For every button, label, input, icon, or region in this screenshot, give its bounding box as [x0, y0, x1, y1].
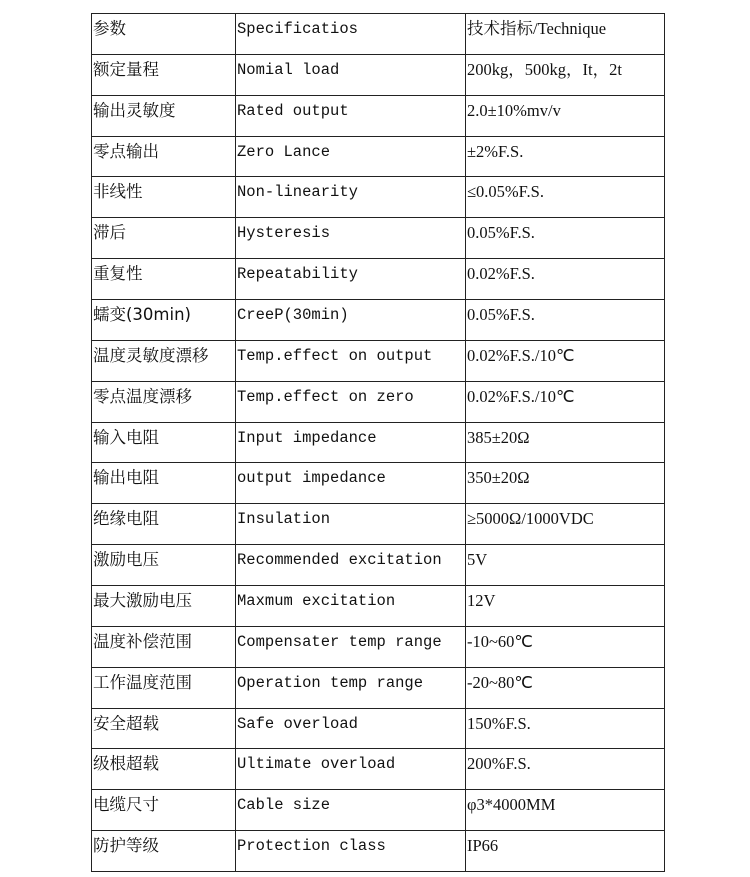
spec-cell: Compensater temp range — [236, 626, 466, 667]
param-cell: 额定量程 — [92, 54, 236, 95]
spec-cell: Ultimate overload — [236, 749, 466, 790]
spec-cell: Operation temp range — [236, 667, 466, 708]
param-cell: 温度灵敏度漂移 — [92, 340, 236, 381]
value-cell: 0.02%F.S. — [466, 259, 665, 300]
table-row — [92, 749, 665, 790]
param-cell: 零点输出 — [92, 136, 236, 177]
value-cell: 350±20Ω — [466, 463, 665, 504]
param-cell: 安全超载 — [92, 708, 236, 749]
param-cell: 绝缘电阻 — [92, 504, 236, 545]
value-cell: ≤0.05%F.S. — [466, 177, 665, 218]
param-cell: 输出灵敏度 — [92, 95, 236, 136]
table-row — [92, 95, 665, 136]
table-row — [92, 54, 665, 95]
spec-cell: Input impedance — [236, 422, 466, 463]
value-cell: 5V — [466, 545, 665, 586]
value-cell: 0.02%F.S./10℃ — [466, 381, 665, 422]
spec-cell: Zero Lance — [236, 136, 466, 177]
value-cell: 200%F.S. — [466, 749, 665, 790]
param-cell: 输出电阻 — [92, 463, 236, 504]
param-cell: 蠕变(30min) — [92, 300, 236, 341]
spec-cell: Nomial load — [236, 54, 466, 95]
param-cell: 最大激励电压 — [92, 586, 236, 627]
value-cell: 2.0±10%mv/v — [466, 95, 665, 136]
header-spec: Specificatios — [236, 14, 466, 55]
table-row — [92, 626, 665, 667]
param-cell: 重复性 — [92, 259, 236, 300]
spec-cell: Rated output — [236, 95, 466, 136]
param-cell: 级根超载 — [92, 749, 236, 790]
table-header-row — [92, 14, 665, 55]
table-row — [92, 340, 665, 381]
value-cell: 0.02%F.S./10℃ — [466, 340, 665, 381]
spec-table — [91, 13, 665, 872]
spec-cell: CreeP(30min) — [236, 300, 466, 341]
param-cell: 防护等级 — [92, 831, 236, 872]
value-cell: -20~80℃ — [466, 667, 665, 708]
value-cell: 200kg，500kg，It，2t — [466, 54, 665, 95]
spec-cell: Temp.effect on output — [236, 340, 466, 381]
param-cell: 电缆尺寸 — [92, 790, 236, 831]
spec-cell: Temp.effect on zero — [236, 381, 466, 422]
param-cell: 滞后 — [92, 218, 236, 259]
value-cell: 0.05%F.S. — [466, 300, 665, 341]
value-cell: 0.05%F.S. — [466, 218, 665, 259]
table-row — [92, 422, 665, 463]
spec-cell: Insulation — [236, 504, 466, 545]
table-row — [92, 586, 665, 627]
table-row — [92, 667, 665, 708]
spec-cell: Recommended excitation — [236, 545, 466, 586]
value-cell: 150%F.S. — [466, 708, 665, 749]
spec-cell: Safe overload — [236, 708, 466, 749]
spec-cell: Protection class — [236, 831, 466, 872]
value-cell: 12V — [466, 586, 665, 627]
table-row — [92, 177, 665, 218]
table-row — [92, 831, 665, 872]
spec-cell: Cable size — [236, 790, 466, 831]
header-param: 参数 — [92, 14, 236, 55]
table-row — [92, 136, 665, 177]
spec-cell: Repeatability — [236, 259, 466, 300]
table-row — [92, 300, 665, 341]
header-value: 技术指标/Technique — [466, 14, 665, 55]
spec-cell: Non-linearity — [236, 177, 466, 218]
param-cell: 工作温度范围 — [92, 667, 236, 708]
param-cell: 温度补偿范围 — [92, 626, 236, 667]
param-cell: 非线性 — [92, 177, 236, 218]
value-cell: ≥5000Ω/1000VDC — [466, 504, 665, 545]
spec-cell: Maxmum excitation — [236, 586, 466, 627]
table-row — [92, 381, 665, 422]
param-cell: 零点温度漂移 — [92, 381, 236, 422]
spec-cell: output impedance — [236, 463, 466, 504]
value-cell: 385±20Ω — [466, 422, 665, 463]
value-cell: -10~60℃ — [466, 626, 665, 667]
param-cell: 激励电压 — [92, 545, 236, 586]
param-cell: 输入电阻 — [92, 422, 236, 463]
table-row — [92, 259, 665, 300]
table-row — [92, 218, 665, 259]
value-cell: IP66 — [466, 831, 665, 872]
value-cell: φ3*4000MM — [466, 790, 665, 831]
table-row — [92, 463, 665, 504]
spec-cell: Hysteresis — [236, 218, 466, 259]
table-row — [92, 545, 665, 586]
table-row — [92, 790, 665, 831]
value-cell: ±2%F.S. — [466, 136, 665, 177]
table-row — [92, 708, 665, 749]
table-row — [92, 504, 665, 545]
